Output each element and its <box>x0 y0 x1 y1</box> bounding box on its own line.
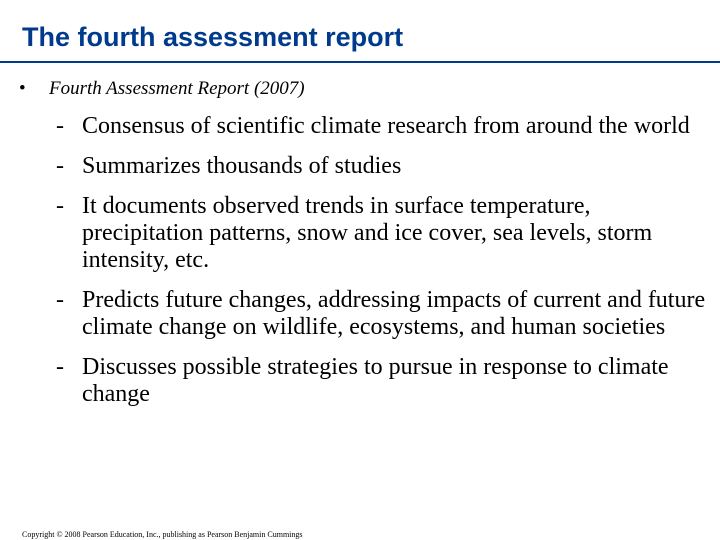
copyright-notice: Copyright © 2008 Pearson Education, Inc., publishing as Pearson Benjamin Cummings <box>22 530 303 539</box>
sub-bullet-marker: - <box>56 153 64 179</box>
sub-bullet-marker: - <box>56 354 64 380</box>
sub-bullet-item <box>56 193 706 274</box>
sub-bullet-item <box>56 113 706 140</box>
bullet-item <box>19 76 305 102</box>
sub-bullet-text: Discusses possible strategies to pursue in response to climate change <box>82 354 669 407</box>
title-divider <box>0 61 720 63</box>
sub-bullet-item <box>56 354 706 408</box>
sub-bullet-item <box>56 287 706 341</box>
sub-bullet-text: Consensus of scientific climate research from around the world <box>82 113 690 139</box>
sub-bullet-marker: - <box>56 193 64 219</box>
sub-bullet-list <box>56 113 706 421</box>
sub-bullet-item <box>56 153 706 180</box>
bullet-text: Fourth Assessment Report (2007) <box>49 78 305 99</box>
sub-bullet-text: Predicts future changes, addressing impacts of current and future climate change on wildlife, ecosystems, and human societies <box>82 287 706 340</box>
sub-bullet-marker: - <box>56 113 64 139</box>
bullet-marker: • <box>19 78 26 99</box>
slide-title: The fourth assessment report <box>22 22 404 52</box>
sub-bullet-marker: - <box>56 287 64 313</box>
sub-bullet-text: Summarizes thousands of studies <box>82 153 402 179</box>
sub-bullet-text: It documents observed trends in surface temperature, precipitation patterns, snow and ice cover, sea levels, storm intensity, etc. <box>82 193 653 273</box>
